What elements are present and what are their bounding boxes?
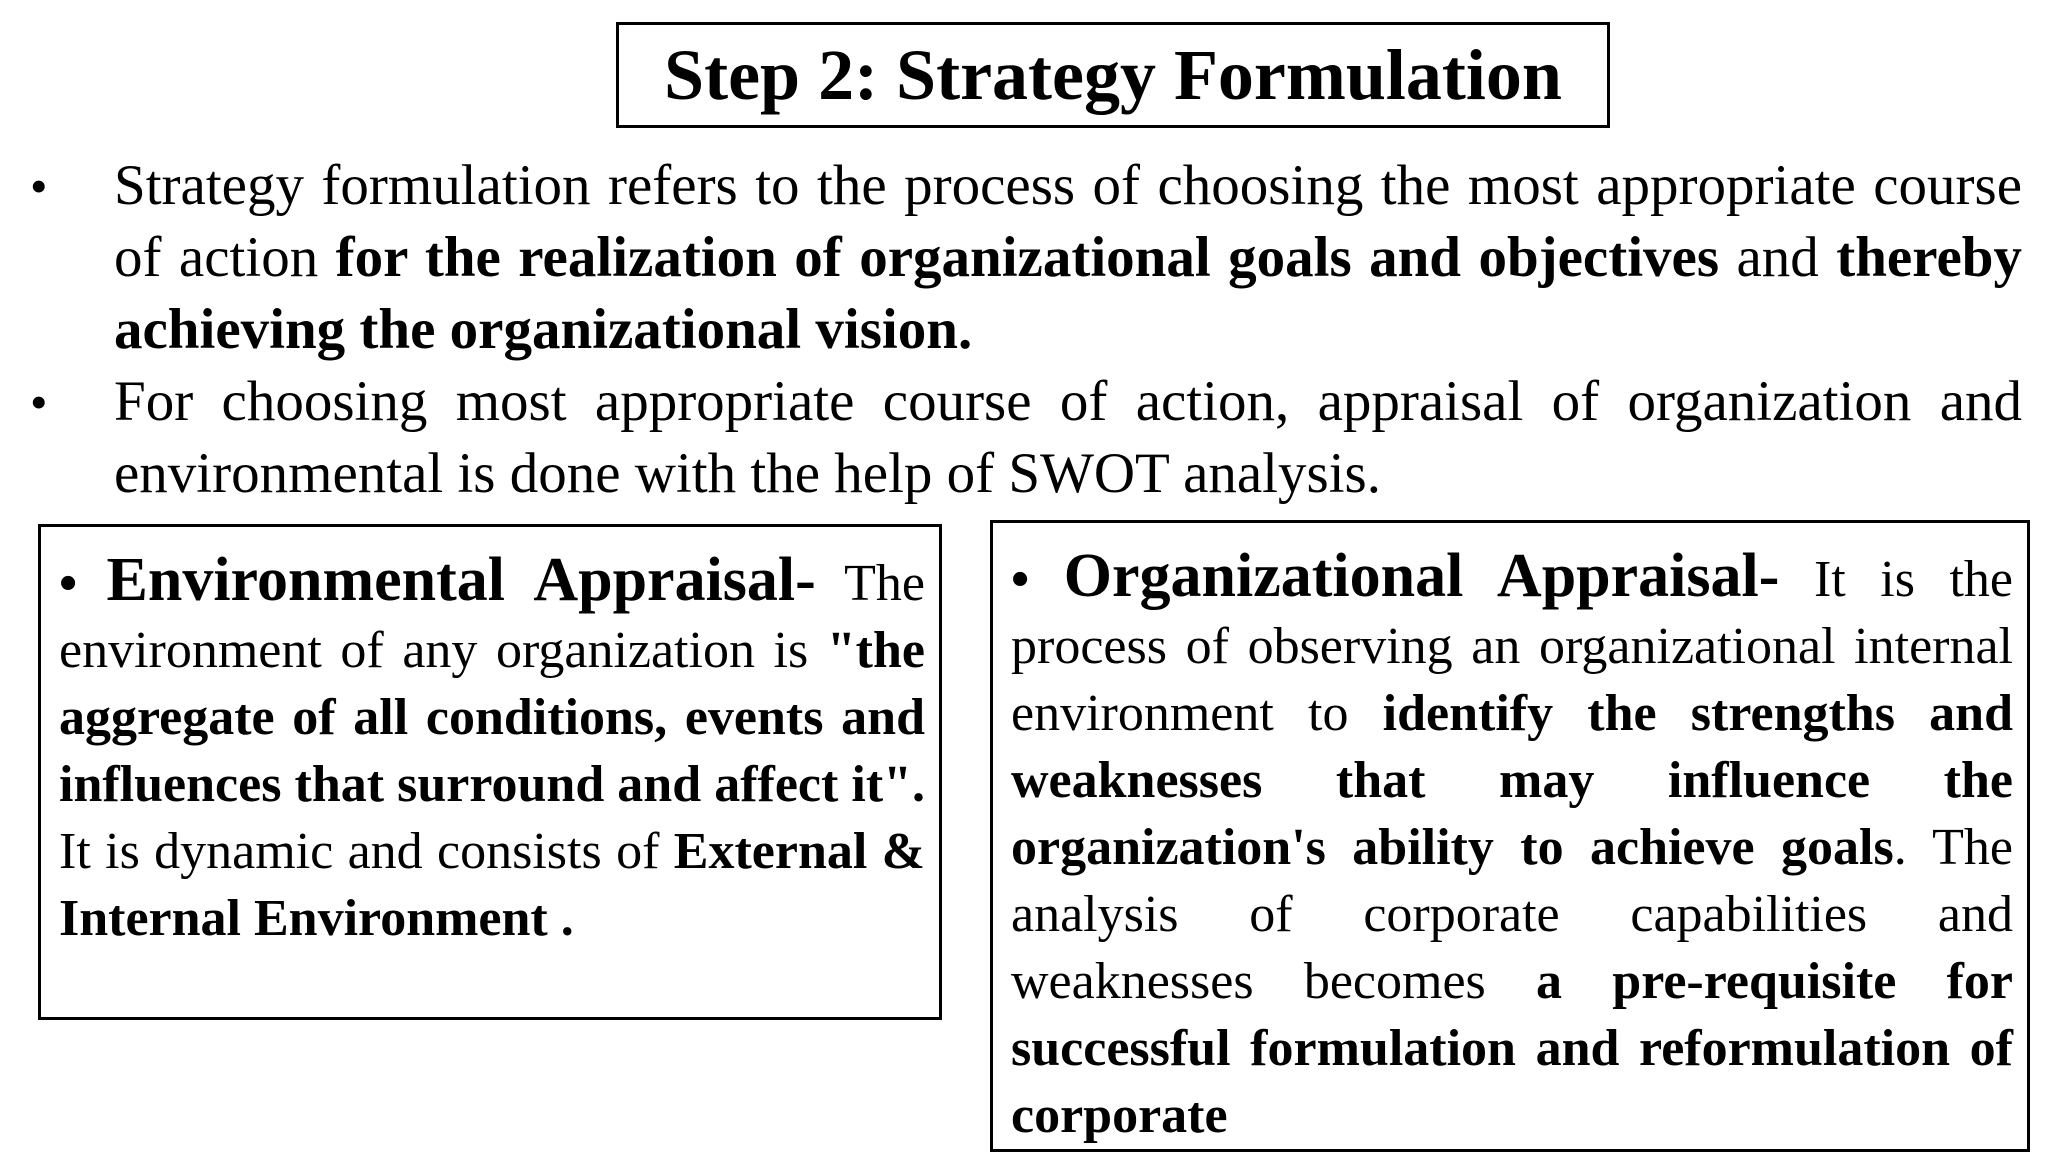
organizational-appraisal-box (990, 520, 2030, 1152)
box-text: The environment of any organization is (59, 555, 925, 679)
box-bold-text: a pre-requisite for successful formulation and reformulation of corporate (1011, 953, 2013, 1144)
box-bold-text: "the aggregate of all conditions, events and influences that surround and affect it". (59, 622, 925, 813)
bullet-dot-icon: • (30, 158, 48, 214)
box-text: It is dynamic and consists of (59, 823, 674, 880)
box-text: It is the process of observing an organizational internal environment to (1011, 551, 2014, 742)
intro-bullet-list (0, 150, 2048, 510)
box-bold-text: External & Internal Environment . (59, 823, 925, 947)
box-text: . The analysis of corporate capabilities and weaknesses becomes (1011, 819, 2013, 1010)
environmental-appraisal-heading: Environmental Appraisal- (106, 546, 816, 614)
organizational-appraisal-heading: Organizational Appraisal- (1063, 542, 1780, 610)
slide-title (616, 22, 1610, 128)
environmental-appraisal-box (38, 524, 942, 1020)
bullet-bold-text: thereby achieving the organizational vision. (114, 226, 2023, 361)
bullet-item-strategy-definition (0, 150, 2022, 366)
bullet-bold-text: for the realization of organizational goals and objectives (335, 226, 1720, 289)
bullet-text: and (1719, 226, 1837, 289)
box-bold-text: identify the strengths and weaknesses that may influence the organization's ability to achieve goals (1011, 685, 2013, 876)
bullet-item-swot (0, 366, 2022, 510)
slide-title-text: Step 2: Strategy Formulation (664, 35, 1562, 115)
bullet-dot-icon: • (30, 374, 48, 430)
box-bullet-dot-icon: • (59, 555, 78, 612)
box-bullet-dot-icon: • (1011, 551, 1030, 608)
bullet-text: For choosing most appropriate course of action, appraisal of organization and environmental is done with the help of SWOT analysis. (114, 370, 2022, 505)
bullet-text: Strategy formulation refers to the process of choosing the most appropriate course of action (114, 154, 2022, 289)
